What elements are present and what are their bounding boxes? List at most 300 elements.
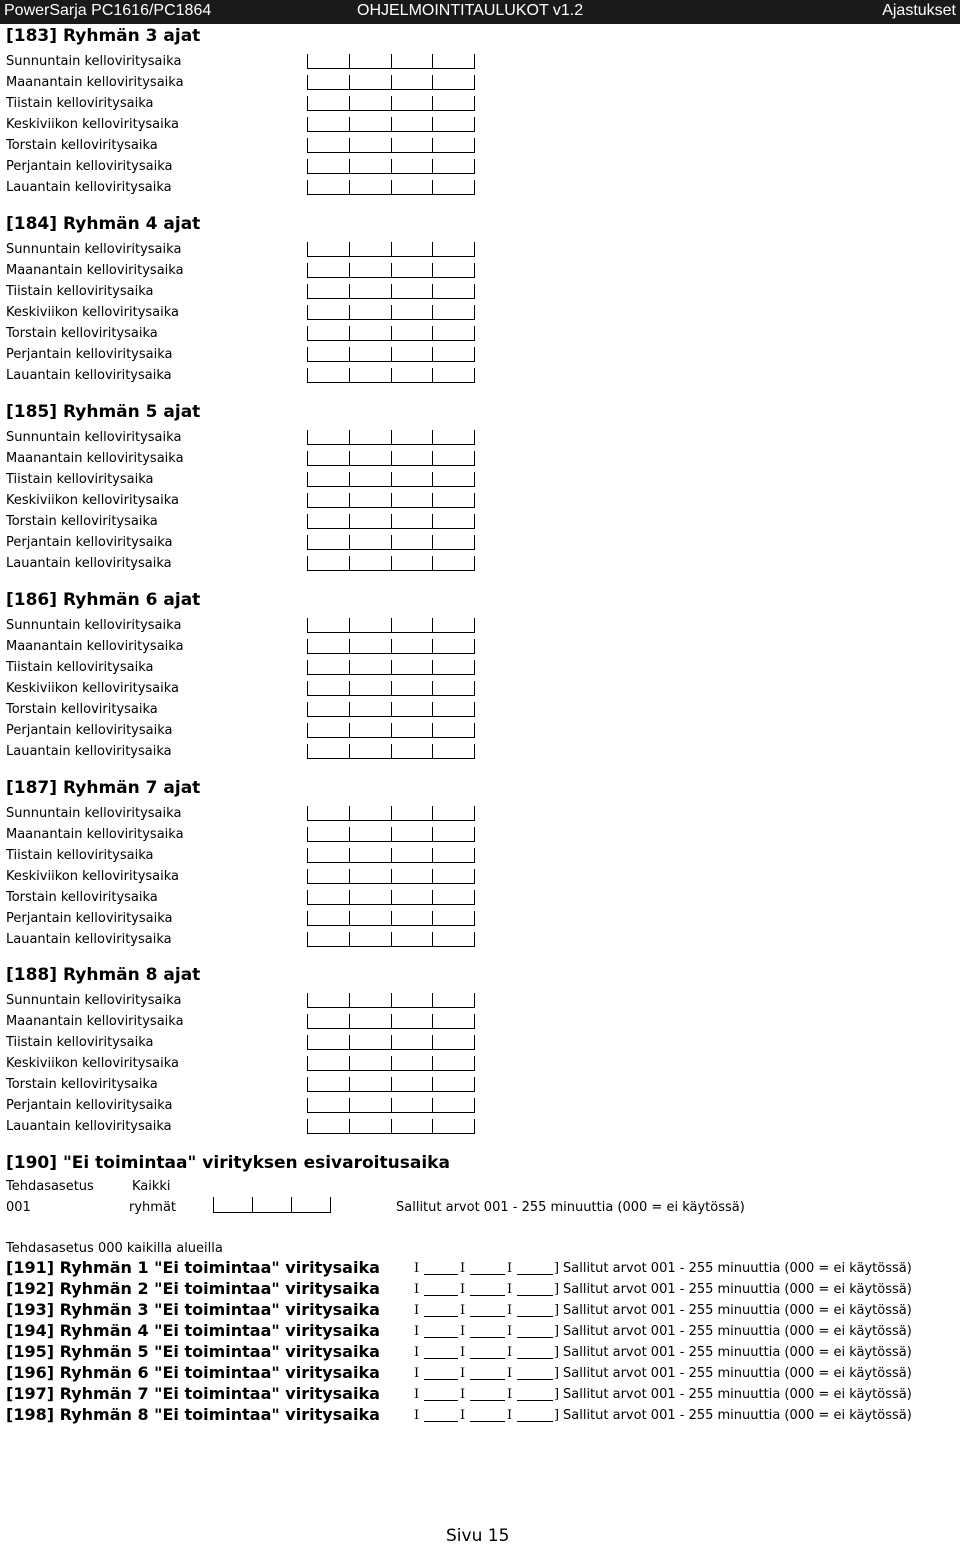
time-digit-box[interactable] [391,159,433,174]
time-entry-boxes[interactable] [307,138,475,153]
entry-digit-box[interactable] [213,1197,252,1213]
time-digit-box[interactable] [391,827,433,842]
time-entry-boxes[interactable] [307,806,475,821]
time-digit-box[interactable] [391,869,433,884]
header-section: Ajastukset [882,2,956,19]
time-digit-box[interactable] [349,451,391,466]
day-time-row [0,616,960,637]
time-digit-box[interactable] [391,430,433,445]
time-digit-box[interactable] [432,827,475,842]
time-digit-box[interactable] [349,514,391,529]
minutes-entry-field[interactable] [414,1387,560,1402]
time-digit-box[interactable] [391,723,433,738]
time-digit-box[interactable] [307,723,349,738]
digit-underline [424,1274,458,1275]
digit-underline [424,1379,458,1380]
factory-default-header: Tehdasasetus [6,1179,94,1194]
minutes-entry-field[interactable] [414,1261,560,1276]
time-digit-box[interactable] [432,932,475,947]
time-digit-box[interactable] [349,556,391,571]
time-entry-boxes[interactable] [307,556,475,571]
day-label: Keskiviikon kelloviritysaika [6,1056,180,1071]
time-entry-boxes[interactable] [307,911,475,926]
digit-underline [424,1316,458,1317]
time-digit-box[interactable] [432,1035,475,1050]
field-end-glyph: ] [554,1324,560,1339]
time-digit-box[interactable] [432,618,475,633]
time-digit-box[interactable] [307,556,349,571]
time-digit-box[interactable] [307,639,349,654]
day-time-row [0,1054,960,1075]
time-digit-box[interactable] [391,911,433,926]
time-digit-box[interactable] [432,368,475,383]
time-entry-boxes[interactable] [307,284,475,299]
time-digit-box[interactable] [349,263,391,278]
time-entry-boxes[interactable] [307,347,475,362]
time-digit-box[interactable] [307,1098,349,1113]
time-entry-boxes[interactable] [307,451,475,466]
time-entry-boxes[interactable] [307,869,475,884]
time-digit-box[interactable] [432,681,475,696]
time-digit-box[interactable] [391,890,433,905]
time-digit-box[interactable] [391,556,433,571]
time-digit-box[interactable] [391,1077,433,1092]
time-digit-box[interactable] [307,890,349,905]
minutes-entry-field[interactable] [414,1282,560,1297]
time-digit-box[interactable] [307,1077,349,1092]
time-digit-box[interactable] [307,660,349,675]
time-digit-box[interactable] [432,723,475,738]
day-time-row [0,512,960,533]
time-digit-box[interactable] [432,1098,475,1113]
time-digit-box[interactable] [432,180,475,195]
time-digit-box[interactable] [432,75,475,90]
time-digit-box[interactable] [391,493,433,508]
time-digit-box[interactable] [391,932,433,947]
time-digit-box[interactable] [432,848,475,863]
time-digit-box[interactable] [349,639,391,654]
time-digit-box[interactable] [432,263,475,278]
time-digit-box[interactable] [432,514,475,529]
time-digit-box[interactable] [432,138,475,153]
time-digit-box[interactable] [307,493,349,508]
time-digit-box[interactable] [391,660,433,675]
time-digit-box[interactable] [391,618,433,633]
time-digit-box[interactable] [307,618,349,633]
time-digit-box[interactable] [432,493,475,508]
time-digit-box[interactable] [307,993,349,1008]
field-divider-glyph: I [460,1261,466,1276]
day-time-row [0,658,960,679]
day-label: Maanantain kelloviritysaika [6,75,184,90]
time-digit-box[interactable] [349,117,391,132]
time-digit-box[interactable] [432,660,475,675]
time-digit-box[interactable] [391,1098,433,1113]
time-digit-box[interactable] [307,159,349,174]
time-digit-box[interactable] [432,117,475,132]
field-divider-glyph: I [507,1261,513,1276]
time-digit-box[interactable] [349,848,391,863]
digit-underline [470,1358,505,1359]
allowed-values-note: Sallitut arvot 001 - 255 minuuttia (000 = ei käytössä) [563,1408,912,1423]
entry-digit-box[interactable] [252,1197,291,1213]
field-end-glyph: ] [554,1408,560,1423]
minutes-entry-field[interactable] [414,1345,560,1360]
time-digit-box[interactable] [349,932,391,947]
time-digit-box[interactable] [432,535,475,550]
no-activity-row [0,1363,960,1384]
time-digit-box[interactable] [391,96,433,111]
time-entry-boxes[interactable] [307,514,475,529]
time-digit-box[interactable] [432,1056,475,1071]
time-digit-box[interactable] [349,430,391,445]
allowed-values-note: Sallitut arvot 001 - 255 minuuttia (000 = ei käytössä) [563,1261,912,1276]
time-digit-box[interactable] [307,451,349,466]
day-label: Torstain kelloviritysaika [6,326,158,341]
time-entry-boxes[interactable] [307,305,475,320]
time-digit-box[interactable] [432,806,475,821]
day-time-row [0,930,960,951]
digit-underline [517,1295,553,1296]
time-digit-box[interactable] [307,54,349,69]
time-digit-box[interactable] [432,890,475,905]
field-divider-glyph: I [460,1408,466,1423]
time-digit-box[interactable] [349,1014,391,1029]
time-digit-box[interactable] [307,514,349,529]
time-entry-boxes[interactable] [307,159,475,174]
time-digit-box[interactable] [349,660,391,675]
time-digit-box[interactable] [307,848,349,863]
digit-underline [517,1358,553,1359]
time-digit-box[interactable] [391,180,433,195]
time-digit-box[interactable] [307,75,349,90]
field-divider-glyph: I [414,1345,420,1360]
time-digit-box[interactable] [307,305,349,320]
field-divider-glyph: I [460,1345,466,1360]
section-title: [183] Ryhmän 3 ajat [6,26,201,46]
time-digit-box[interactable] [391,54,433,69]
section-190-entry-boxes[interactable] [213,1197,331,1213]
time-digit-box[interactable] [391,702,433,717]
time-digit-box[interactable] [349,493,391,508]
time-entry-boxes[interactable] [307,54,475,69]
time-digit-box[interactable] [432,159,475,174]
minutes-entry-field[interactable] [414,1366,560,1381]
groups-label: ryhmät [129,1200,177,1215]
time-entry-boxes[interactable] [307,932,475,947]
section-title: [185] Ryhmän 5 ajat [6,402,201,422]
time-digit-box[interactable] [391,806,433,821]
section-title: [188] Ryhmän 8 ajat [6,965,201,985]
time-digit-box[interactable] [432,96,475,111]
day-time-row [0,637,960,658]
time-digit-box[interactable] [349,827,391,842]
day-label: Torstain kelloviritysaika [6,890,158,905]
time-digit-box[interactable] [391,1014,433,1029]
time-digit-box[interactable] [349,138,391,153]
day-time-row [0,73,960,94]
time-digit-box[interactable] [432,556,475,571]
digit-underline [424,1337,458,1338]
time-digit-box[interactable] [307,869,349,884]
time-digit-box[interactable] [307,911,349,926]
day-time-row [0,679,960,700]
time-entry-boxes[interactable] [307,368,475,383]
time-digit-box[interactable] [349,284,391,299]
time-digit-box[interactable] [307,932,349,947]
time-entry-boxes[interactable] [307,681,475,696]
time-digit-box[interactable] [307,535,349,550]
time-entry-boxes[interactable] [307,618,475,633]
time-digit-box[interactable] [349,535,391,550]
day-time-row [0,366,960,387]
day-label: Keskiviikon kelloviritysaika [6,869,180,884]
digit-underline [470,1400,505,1401]
time-digit-box[interactable] [307,827,349,842]
time-digit-box[interactable] [391,263,433,278]
field-divider-glyph: I [507,1303,513,1318]
allowed-values-note: Sallitut arvot 001 - 255 minuuttia (000 = ei käytössä) [563,1345,912,1360]
time-digit-box[interactable] [349,681,391,696]
time-digit-box[interactable] [307,180,349,195]
time-digit-box[interactable] [349,96,391,111]
no-activity-row [0,1258,960,1279]
time-digit-box[interactable] [391,451,433,466]
header-doc-title: OHJELMOINTITAULUKOT v1.2 [357,2,584,19]
time-entry-boxes[interactable] [307,493,475,508]
day-label: Lauantain kelloviritysaika [6,744,172,759]
time-digit-box[interactable] [391,326,433,341]
time-entry-boxes[interactable] [307,242,475,257]
field-end-glyph: ] [554,1261,560,1276]
time-entry-boxes[interactable] [307,639,475,654]
time-digit-box[interactable] [432,869,475,884]
minutes-entry-field[interactable] [414,1303,560,1318]
day-label: Lauantain kelloviritysaika [6,368,172,383]
time-digit-box[interactable] [432,639,475,654]
time-digit-box[interactable] [391,514,433,529]
time-digit-box[interactable] [432,993,475,1008]
day-label: Lauantain kelloviritysaika [6,1119,172,1134]
time-entry-boxes[interactable] [307,660,475,675]
day-time-row [0,867,960,888]
time-digit-box[interactable] [307,242,349,257]
time-digit-box[interactable] [349,1077,391,1092]
time-digit-box[interactable] [349,54,391,69]
time-digit-box[interactable] [391,138,433,153]
time-digit-box[interactable] [432,1014,475,1029]
time-digit-box[interactable] [391,993,433,1008]
time-entry-boxes[interactable] [307,430,475,445]
minutes-entry-field[interactable] [414,1408,560,1423]
time-entry-boxes[interactable] [307,702,475,717]
time-digit-box[interactable] [307,96,349,111]
time-digit-box[interactable] [391,1035,433,1050]
entry-digit-box[interactable] [291,1197,331,1213]
time-digit-box[interactable] [307,1035,349,1050]
no-activity-label: [197] Ryhmän 7 "Ei toimintaa" viritysaika [6,1384,380,1403]
time-entry-boxes[interactable] [307,993,475,1008]
digit-underline [470,1379,505,1380]
time-digit-box[interactable] [349,75,391,90]
time-entry-boxes[interactable] [307,75,475,90]
time-digit-box[interactable] [349,744,391,759]
digit-underline [517,1337,553,1338]
time-digit-box[interactable] [349,1035,391,1050]
digit-underline [470,1274,505,1275]
time-digit-box[interactable] [432,1077,475,1092]
time-digit-box[interactable] [432,744,475,759]
time-digit-box[interactable] [432,347,475,362]
time-digit-box[interactable] [349,159,391,174]
time-digit-box[interactable] [391,744,433,759]
time-digit-box[interactable] [349,242,391,257]
minutes-entry-field[interactable] [414,1324,560,1339]
time-entry-boxes[interactable] [307,827,475,842]
time-digit-box[interactable] [432,911,475,926]
time-digit-box[interactable] [349,911,391,926]
time-entry-boxes[interactable] [307,1014,475,1029]
time-digit-box[interactable] [391,639,433,654]
field-divider-glyph: I [507,1282,513,1297]
field-divider-glyph: I [507,1387,513,1402]
day-time-row [0,303,960,324]
time-digit-box[interactable] [307,138,349,153]
time-digit-box[interactable] [307,284,349,299]
time-digit-box[interactable] [307,326,349,341]
time-entry-boxes[interactable] [307,263,475,278]
time-digit-box[interactable] [391,535,433,550]
time-digit-box[interactable] [391,681,433,696]
time-digit-box[interactable] [349,1056,391,1071]
day-label: Lauantain kelloviritysaika [6,556,172,571]
time-digit-box[interactable] [349,1098,391,1113]
time-digit-box[interactable] [307,347,349,362]
time-digit-box[interactable] [391,117,433,132]
time-digit-box[interactable] [391,242,433,257]
day-time-row [0,1075,960,1096]
day-label: Maanantain kelloviritysaika [6,827,184,842]
time-digit-box[interactable] [307,430,349,445]
time-digit-box[interactable] [432,242,475,257]
time-digit-box[interactable] [391,368,433,383]
time-entry-boxes[interactable] [307,723,475,738]
time-digit-box[interactable] [432,284,475,299]
day-time-row [0,825,960,846]
time-digit-box[interactable] [432,702,475,717]
time-digit-box[interactable] [307,368,349,383]
time-entry-boxes[interactable] [307,472,475,487]
day-time-row [0,449,960,470]
digit-underline [470,1316,505,1317]
time-digit-box[interactable] [349,347,391,362]
time-digit-box[interactable] [432,472,475,487]
time-digit-box[interactable] [391,284,433,299]
time-digit-box[interactable] [391,75,433,90]
time-entry-boxes[interactable] [307,1119,475,1134]
time-entry-boxes[interactable] [307,180,475,195]
time-digit-box[interactable] [307,117,349,132]
day-label: Tiistain kelloviritysaika [6,848,154,863]
day-label: Sunnuntain kelloviritysaika [6,242,182,257]
time-entry-boxes[interactable] [307,1035,475,1050]
time-digit-box[interactable] [349,618,391,633]
no-activity-label: [191] Ryhmän 1 "Ei toimintaa" viritysaika [6,1258,380,1277]
time-digit-box[interactable] [307,472,349,487]
time-digit-box[interactable] [391,305,433,320]
time-digit-box[interactable] [307,1119,349,1134]
time-digit-box[interactable] [391,347,433,362]
time-digit-box[interactable] [432,451,475,466]
time-entry-boxes[interactable] [307,744,475,759]
time-digit-box[interactable] [349,806,391,821]
digit-underline [424,1358,458,1359]
time-entry-boxes[interactable] [307,326,475,341]
time-digit-box[interactable] [307,1056,349,1071]
time-entry-boxes[interactable] [307,96,475,111]
time-entry-boxes[interactable] [307,890,475,905]
time-digit-box[interactable] [391,472,433,487]
time-entry-boxes[interactable] [307,117,475,132]
time-entry-boxes[interactable] [307,1056,475,1071]
time-digit-box[interactable] [307,702,349,717]
time-digit-box[interactable] [349,368,391,383]
time-digit-box[interactable] [349,993,391,1008]
day-label: Lauantain kelloviritysaika [6,180,172,195]
time-digit-box[interactable] [349,180,391,195]
time-digit-box[interactable] [349,472,391,487]
time-digit-box[interactable] [307,681,349,696]
time-digit-box[interactable] [349,305,391,320]
time-digit-box[interactable] [307,1014,349,1029]
day-time-row [0,721,960,742]
time-entry-boxes[interactable] [307,1098,475,1113]
day-label: Perjantain kelloviritysaika [6,911,173,926]
field-divider-glyph: I [460,1387,466,1402]
day-time-row [0,804,960,825]
time-digit-box[interactable] [391,1119,433,1134]
time-digit-box[interactable] [307,744,349,759]
time-digit-box[interactable] [391,848,433,863]
time-digit-box[interactable] [391,1056,433,1071]
time-digit-box[interactable] [432,326,475,341]
time-digit-box[interactable] [432,54,475,69]
time-digit-box[interactable] [349,869,391,884]
time-digit-box[interactable] [432,305,475,320]
time-digit-box[interactable] [349,702,391,717]
time-digit-box[interactable] [307,806,349,821]
time-entry-boxes[interactable] [307,848,475,863]
day-label: Torstain kelloviritysaika [6,514,158,529]
day-label: Sunnuntain kelloviritysaika [6,618,182,633]
time-digit-box[interactable] [349,723,391,738]
time-entry-boxes[interactable] [307,1077,475,1092]
time-digit-box[interactable] [432,430,475,445]
day-time-row [0,533,960,554]
field-divider-glyph: I [414,1261,420,1276]
day-time-row [0,428,960,449]
factory-note: Tehdasasetus 000 kaikilla alueilla [6,1241,223,1256]
day-label: Tiistain kelloviritysaika [6,96,154,111]
time-entry-boxes[interactable] [307,535,475,550]
time-digit-box[interactable] [349,1119,391,1134]
time-digit-box[interactable] [349,326,391,341]
day-time-row [0,345,960,366]
day-label: Tiistain kelloviritysaika [6,660,154,675]
time-digit-box[interactable] [307,263,349,278]
time-digit-box[interactable] [432,1119,475,1134]
time-digit-box[interactable] [349,890,391,905]
